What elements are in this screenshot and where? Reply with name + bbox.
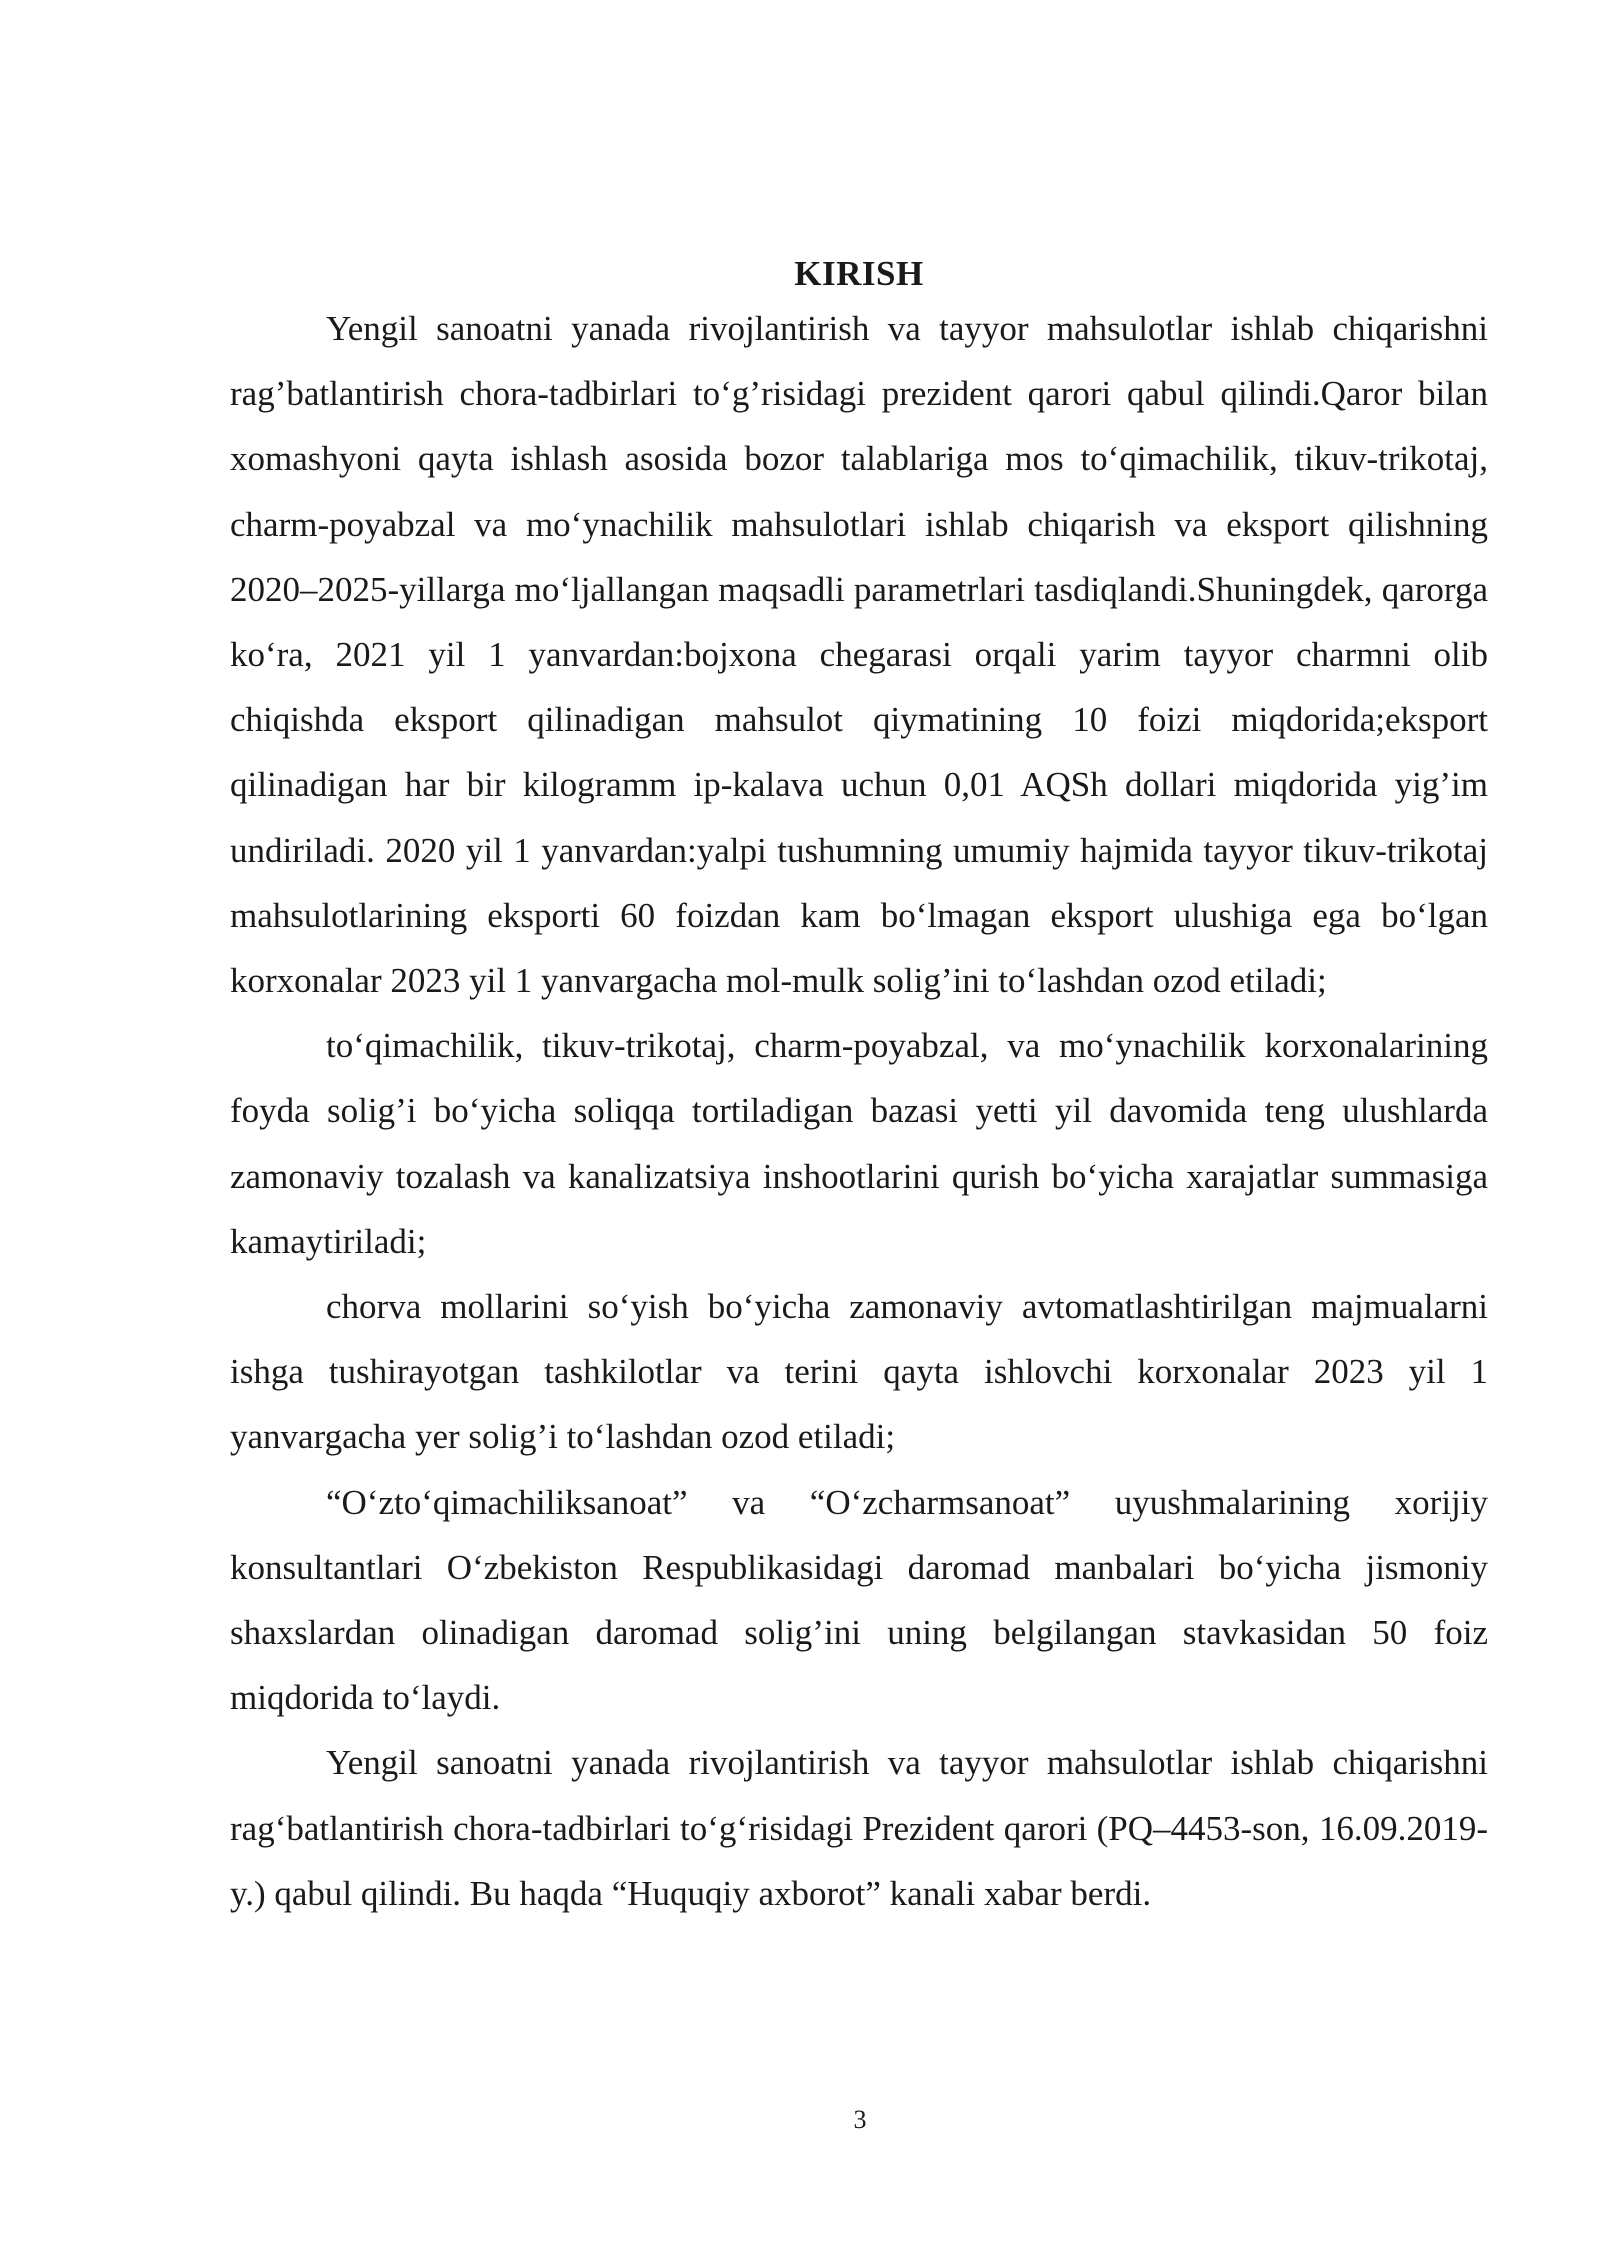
paragraph-land-tax: chorva mollarini so‘yish bo‘yicha zamonaviy avtomatlashtirilgan majmualarni ishga tushirayotgan tashkilotlar va terini qayta ishlovchi korxonalar 2023 yil 1 yanvargacha yer solig’i to‘lashdan ozod etiladi; <box>230 1287 1488 1457</box>
paragraph-decree: Yengil sanoatni yanada rivojlantirish va tayyor mahsulotlar ishlab chiqarishni rag‘batlantirish chora-tadbirlari to‘g‘risidagi Prezident qarori (PQ–4453-son, 16.09.2019-y.) qabul qilindi. Bu haqda “Huquqiy axborot” kanali xabar berdi. <box>230 1743 1488 1913</box>
document-body <box>230 296 1488 1926</box>
paragraph-intro: Yengil sanoatni yanada rivojlantirish va tayyor mahsulotlar ishlab chiqarishni rag’batlantirish chora-tadbirlari to‘g’risidagi prezident qarori qabul qilindi.Qaror bilan xomashyoni qayta ishlash asosida bozor talablariga mos to‘qimachilik, tikuv-trikotaj, charm-poyabzal va mo‘ynachilik mahsulotlari ishlab chiqarish va eksport qilishning 2020–2025-yillarga mo‘ljallangan maqsadli parametrlari tasdiqlandi.Shuningdek, qarorga ko‘ra, 2021 yil 1 yanvardan:bojxona chegarasi orqali yarim tayyor charmni olib chiqishda eksport qilinadigan mahsulot qiymatining 10 foizi miqdorida;eksport qilinadigan har bir kilogramm ip-kalava uchun 0,01 AQSh dollari miqdorida yig’im undiriladi. 2020 yil 1 yanvardan:yalpi tushumning umumiy hajmida tayyor tikuv-trikotaj mahsulotlarining eksporti 60 foizdan kam bo‘lmagan eksport ulushiga ega bo‘lgan korxonalar 2023 yil 1 yanvargacha mol-mulk solig’ini to‘lashdan ozod etiladi; <box>230 309 1488 1001</box>
section-heading: KIRISH <box>794 254 924 293</box>
paragraph-consultants: “O‘zto‘qimachiliksanoat” va “O‘zcharmsanoat” uyushmalarining xorijiy konsultantlari O‘zbekiston Respublikasidagi daromad manbalari bo‘yicha jismoniy shaxslardan olinadigan daromad solig’ini uning belgilangan stavkasidan 50 foiz miqdorida to‘laydi. <box>230 1482 1488 1718</box>
page-number: 3 <box>853 2105 867 2134</box>
paragraph-profit-tax: to‘qimachilik, tikuv-trikotaj, charm-poyabzal, va mo‘ynachilik korxonalarining foyda solig’i bo‘yicha soliqqa tortiladigan bazasi yetti yil davomida teng ulushlarda zamonaviy tozalash va kanalizatsiya inshootlarini qurish bo‘yicha xarajatlar summasiga kamaytiriladi; <box>230 1026 1488 1261</box>
